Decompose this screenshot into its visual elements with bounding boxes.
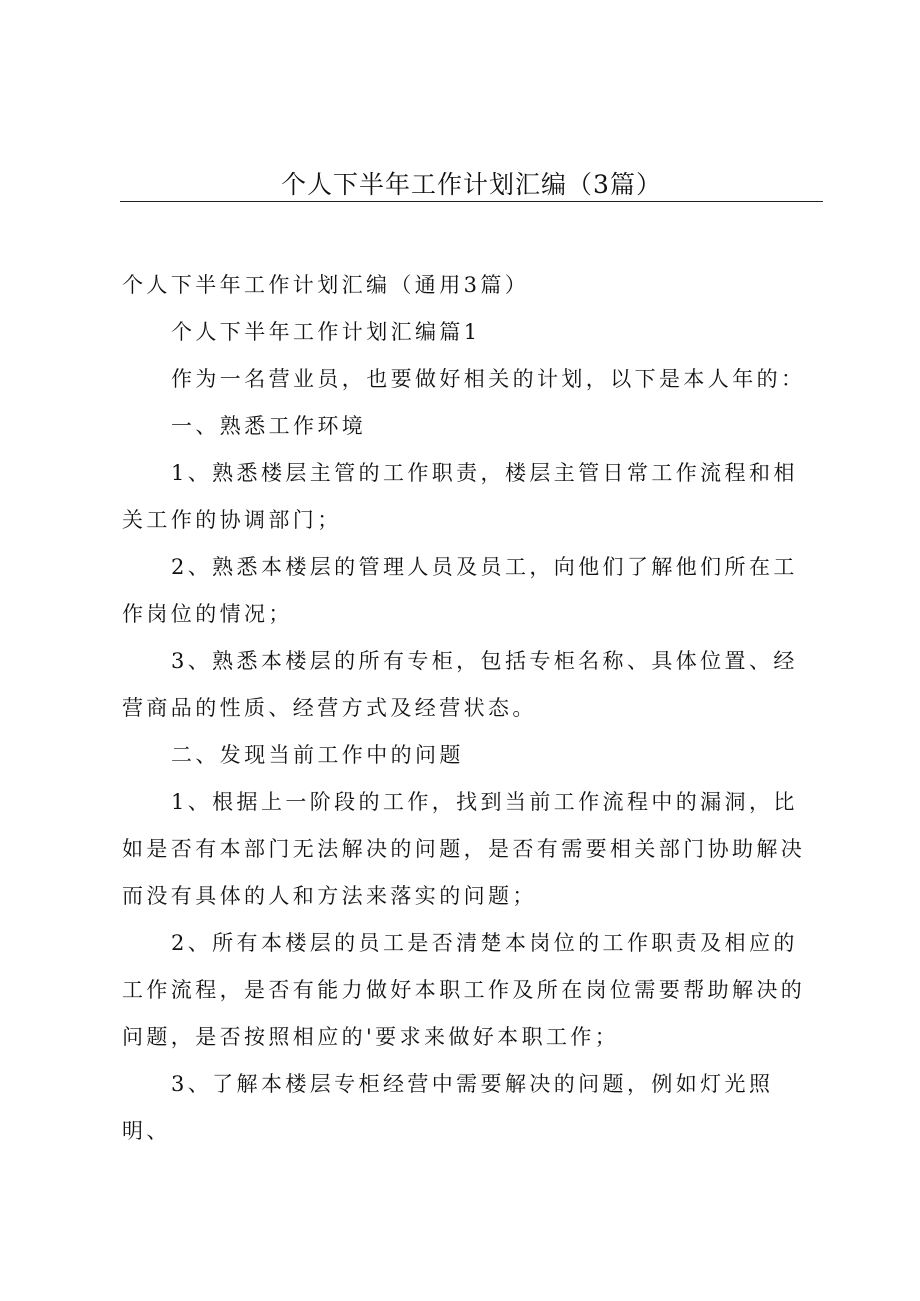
- paragraph-intro: 作为一名营业员，也要做好相关的计划，以下是本人年的：: [171, 367, 806, 391]
- paragraph-item: 2、所有本楼层的员工是否清楚本岗位的工作职责及相应的工作流程，是否有能力做好本职工作及所在岗位需要帮助解决的问题，是否按照相应的'要求来做好本职工作；: [122, 931, 806, 1049]
- document-header-title: 个人下半年工作计划汇编（3篇）: [281, 170, 662, 199]
- paragraph-item: 1、根据上一阶段的工作，找到当前工作流程中的漏洞，比如是否有本部门无法解决的问题，是否有需要相关部门协助解决而没有具体的人和方法来落实的问题；: [122, 790, 806, 908]
- paragraph-item: 3、了解本楼层专柜经营中需要解决的问题，例如灯光照明、: [122, 1072, 774, 1143]
- document-subtitle: 个人下半年工作计划汇编（通用3篇）: [122, 273, 530, 297]
- document-body: [122, 262, 822, 1155]
- heading-find-problems: 二、发现当前工作中的问题: [171, 743, 464, 767]
- header-divider: [120, 201, 823, 202]
- heading-familiarize-environment: 一、熟悉工作环境: [171, 414, 367, 438]
- paragraph-item: 1、熟悉楼层主管的工作职责，楼层主管日常工作流程和相关工作的协调部门；: [122, 461, 798, 532]
- paragraph-item: 3、熟悉本楼层的所有专柜，包括专柜名称、具体位置、经营商品的性质、经营方式及经营状态。: [122, 649, 798, 720]
- paragraph-item: 2、熟悉本楼层的管理人员及员工，向他们了解他们所在工作岗位的情况；: [122, 555, 798, 626]
- section-title: 个人下半年工作计划汇编篇1: [171, 320, 481, 344]
